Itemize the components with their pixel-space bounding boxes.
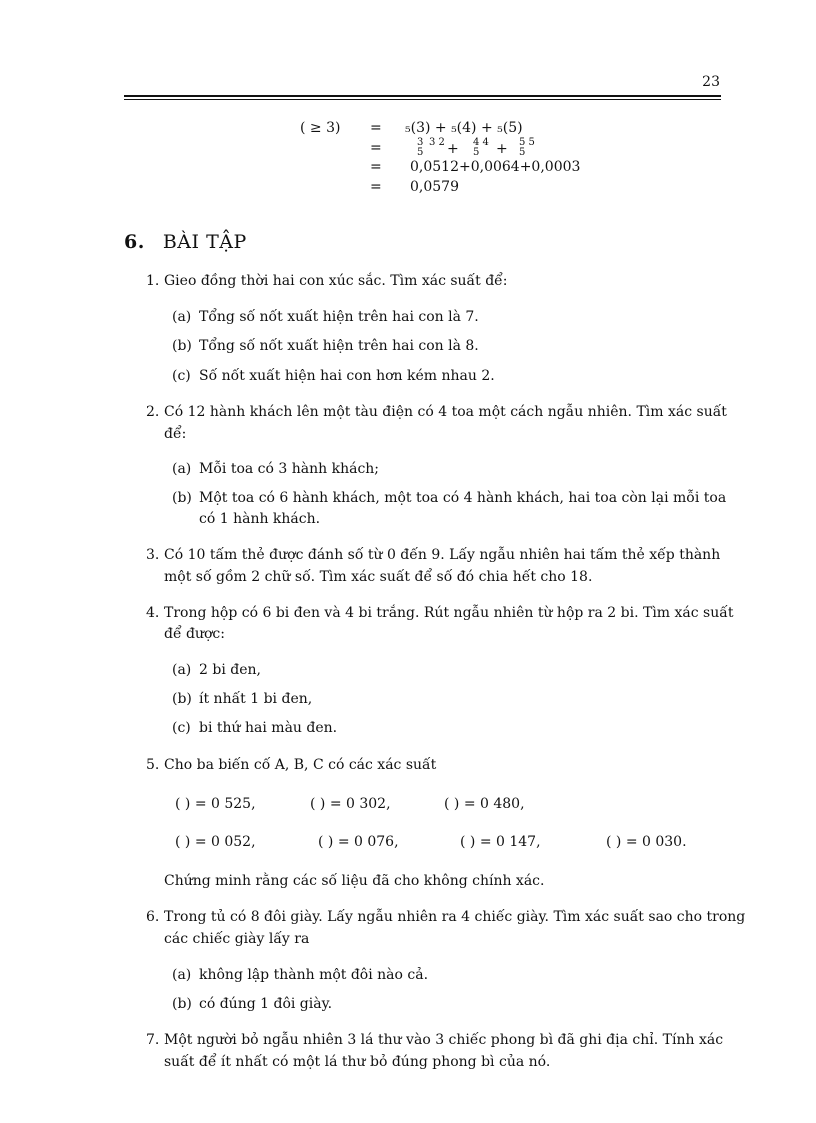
probability-5: ( ) = 0 076, xyxy=(318,834,399,850)
equation-line-3: 0,0512+0,0064+0,0003 xyxy=(410,159,581,175)
exercise-2-b-text-2: có 1 hành khách. xyxy=(199,511,321,527)
exercise-4-a-text: 2 bi đen, xyxy=(199,662,261,678)
equation-line-2-e: + xyxy=(496,141,508,157)
exercise-3-text-2: một số gồm 2 chữ số. Tìm xác suất để số đó chia hết cho 18. xyxy=(164,569,593,585)
equation-line-2-sub-c: 5 xyxy=(519,147,526,158)
exercise-6-b-text: có đúng 1 đôi giày. xyxy=(199,996,333,1012)
exercise-7-text-1: Một người bỏ ngẫu nhiên 3 lá thư vào 3 chiếc phong bì đã ghi địa chỉ. Tính xác xyxy=(164,1032,724,1048)
exercise-1-number: 1. xyxy=(146,273,160,289)
exercise-3-text-1: Có 10 tấm thẻ được đánh số từ 0 đến 9. Lấy ngẫu nhiên hai tấm thẻ xếp thành xyxy=(164,547,721,563)
exercise-1-b-text: Tổng số nốt xuất hiện trên hai con là 8. xyxy=(199,338,479,354)
exercise-2-a-label: (a) xyxy=(172,461,192,477)
header-rule-thin xyxy=(124,99,721,100)
equation-line-2-sub-b: 5 xyxy=(473,147,480,158)
exercise-4-b-text: ít nhất 1 bi đen, xyxy=(199,691,313,707)
exercise-4-number: 4. xyxy=(146,605,160,621)
probability-6: ( ) = 0 147, xyxy=(460,834,541,850)
exercise-6-a-text: không lập thành một đôi nào cả. xyxy=(199,967,429,983)
exercise-3-number: 3. xyxy=(146,547,160,563)
equation-sign-3: = xyxy=(370,159,382,175)
equation-line-2-b: 3 2 xyxy=(429,137,445,148)
header-rule-thick xyxy=(124,95,721,97)
equation-line-2-c: + xyxy=(447,141,459,157)
exercise-2-a-text: Mỗi toa có 3 hành khách; xyxy=(199,461,380,477)
exercise-7-text-2: suất để ít nhất có một lá thư bỏ đúng phong bì của nó. xyxy=(164,1054,551,1070)
equation-line-2-sub-a: 5 xyxy=(417,147,424,158)
probability-1: ( ) = 0 525, xyxy=(175,796,256,812)
exercise-2-number: 2. xyxy=(146,404,160,420)
exercise-5-number: 5. xyxy=(146,757,160,773)
exercise-1-text: Gieo đồng thời hai con xúc sắc. Tìm xác suất để: xyxy=(164,273,508,289)
equation-line-1: ₅(3) + ₅(4) + ₅(5) xyxy=(405,120,523,136)
probability-7: ( ) = 0 030. xyxy=(606,834,687,850)
exercise-7-number: 7. xyxy=(146,1032,160,1048)
probability-2: ( ) = 0 302, xyxy=(310,796,391,812)
exercise-1-a-text: Tổng số nốt xuất hiện trên hai con là 7. xyxy=(199,309,479,325)
exercise-1-c-label: (c) xyxy=(172,368,191,384)
equation-lhs: ( ≥ 3) xyxy=(300,120,341,136)
page-number: 23 xyxy=(702,74,720,90)
exercise-5-conclusion: Chứng minh rằng các số liệu đã cho không chính xác. xyxy=(164,873,545,889)
exercise-2-b-text-1: Một toa có 6 hành khách, một toa có 4 hành khách, hai toa còn lại mỗi toa xyxy=(199,490,727,506)
equation-line-2-d: 4 4 xyxy=(473,137,489,148)
exercise-5-text: Cho ba biến cố A, B, C có các xác suất xyxy=(164,757,437,773)
equation-sign-4: = xyxy=(370,179,382,195)
exercise-2-text-1: Có 12 hành khách lên một tàu điện có 4 toa một cách ngẫu nhiên. Tìm xác suất xyxy=(164,404,727,420)
exercise-4-a-label: (a) xyxy=(172,662,192,678)
exercise-1-a-label: (a) xyxy=(172,309,192,325)
exercise-6-b-label: (b) xyxy=(172,996,192,1012)
equation-line-4: 0,0579 xyxy=(410,179,459,195)
probability-4: ( ) = 0 052, xyxy=(175,834,256,850)
probability-3: ( ) = 0 480, xyxy=(444,796,525,812)
equation-line-2-f: 5 5 xyxy=(519,137,535,148)
equation-sign-2: = xyxy=(370,140,382,156)
exercise-2-b-label: (b) xyxy=(172,490,192,506)
exercise-6-text-1: Trong tủ có 8 đôi giày. Lấy ngẫu nhiên ra 4 chiếc giày. Tìm xác suất sao cho trong xyxy=(164,909,746,925)
exercise-4-text-2: để được: xyxy=(164,626,225,642)
exercise-2-text-2: để: xyxy=(164,426,187,442)
exercise-4-c-text: bi thứ hai màu đen. xyxy=(199,720,338,736)
equation-sign-1: = xyxy=(370,120,382,136)
equation-line-2-a: 3 xyxy=(417,137,424,148)
exercise-6-a-label: (a) xyxy=(172,967,192,983)
exercise-6-text-2: các chiếc giày lấy ra xyxy=(164,931,310,947)
section-number: 6. xyxy=(124,231,145,253)
exercise-4-b-label: (b) xyxy=(172,691,192,707)
section-title: BÀI TẬP xyxy=(162,231,247,253)
section-heading xyxy=(124,231,247,253)
exercise-1-c-text: Số nốt xuất hiện hai con hơn kém nhau 2. xyxy=(199,368,495,384)
exercise-1-b-label: (b) xyxy=(172,338,192,354)
exercise-6-number: 6. xyxy=(146,909,160,925)
exercise-4-c-label: (c) xyxy=(172,720,191,736)
exercise-4-text-1: Trong hộp có 6 bi đen và 4 bi trắng. Rút ngẫu nhiên từ hộp ra 2 bi. Tìm xác suất xyxy=(164,605,734,621)
